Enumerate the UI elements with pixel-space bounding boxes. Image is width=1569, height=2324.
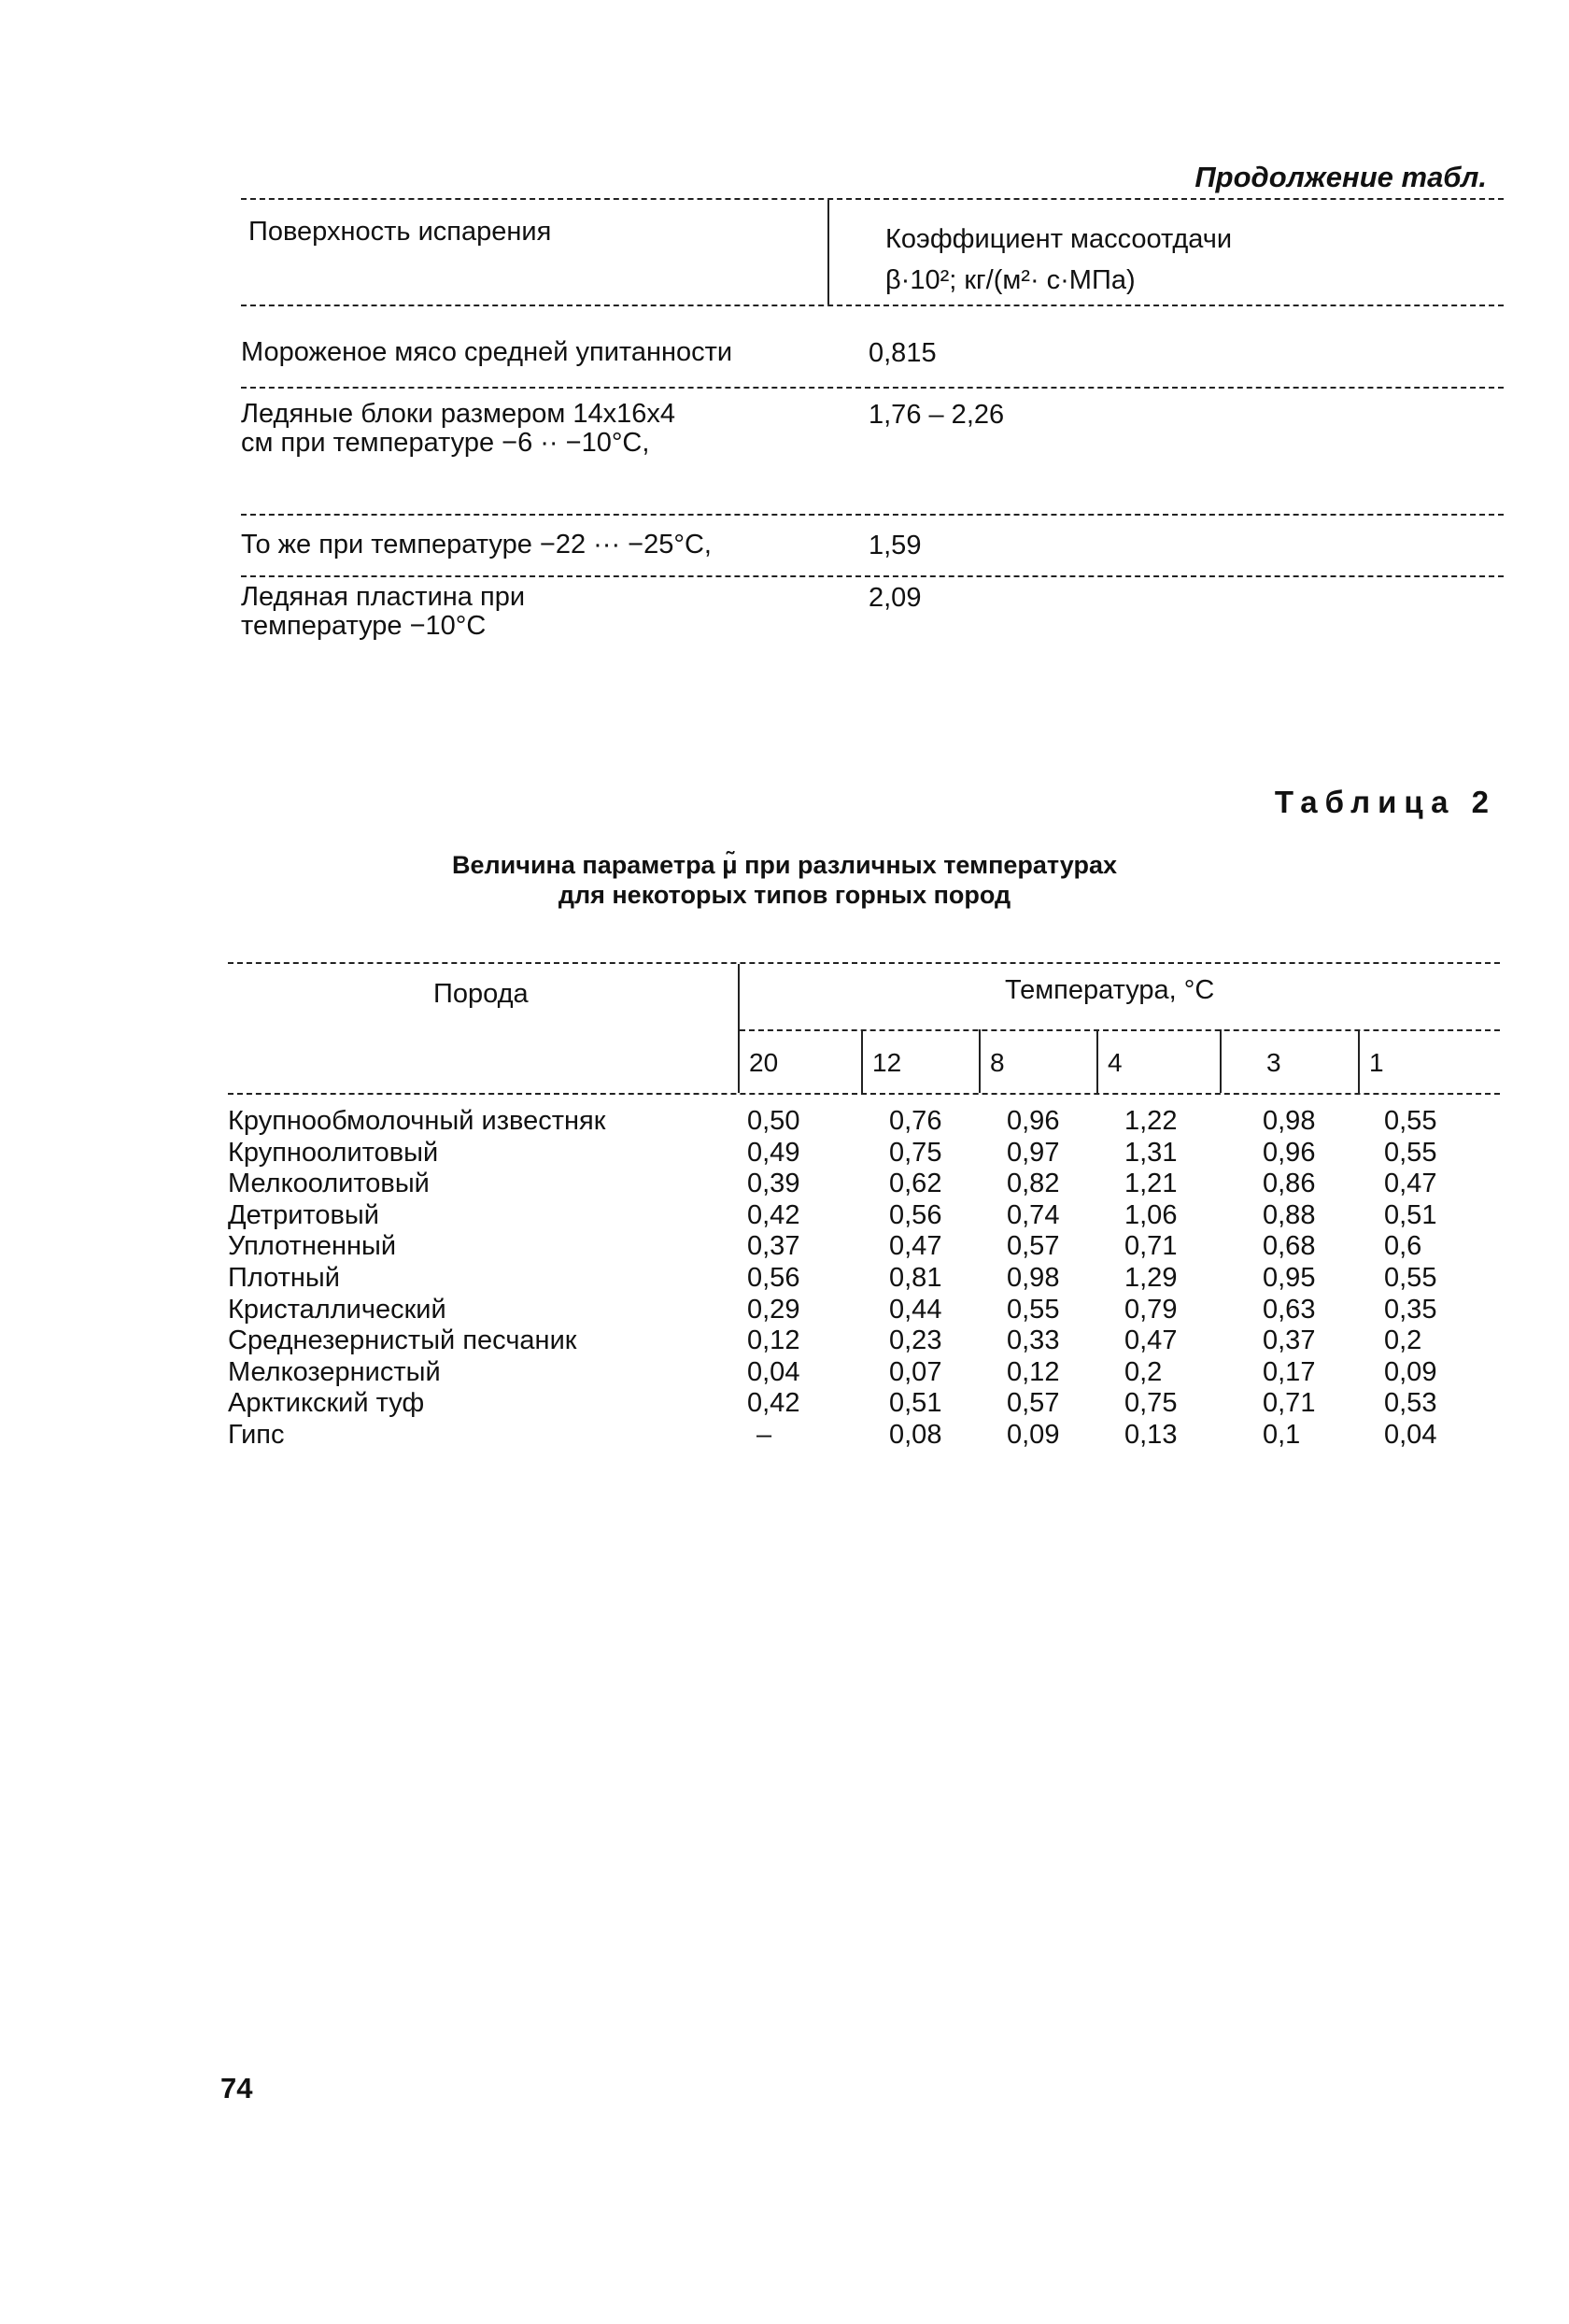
value-cell: 0,37	[747, 1231, 800, 1262]
temp-header-20: 20	[749, 1048, 779, 1077]
value-cell: 0,79	[1124, 1294, 1178, 1325]
value-cell: 0,44	[889, 1294, 942, 1325]
value-cell: 0,68	[1263, 1231, 1316, 1262]
surface-cell: Ледяная пластина при температуре −10°С	[241, 582, 526, 641]
header-coefficient-line1: Коэффициент массоотдачи	[885, 224, 1233, 254]
rock-name-cell: Мелкозернистый	[228, 1356, 441, 1387]
value-cell: 0,47	[1124, 1325, 1178, 1356]
value-cell: 0,56	[747, 1262, 800, 1293]
page-number: 74	[220, 2072, 253, 2104]
value-cell: 0,51	[889, 1388, 942, 1419]
rock-name-cell: Уплотненный	[228, 1231, 397, 1262]
value-cell: 1,76 – 2,26	[869, 400, 1005, 430]
rock-name-cell: Крупноолитовый	[228, 1137, 439, 1168]
value-cell: 0,35	[1384, 1294, 1437, 1325]
table-2-body	[228, 1095, 1500, 1452]
header-surface: Поверхность испарения	[248, 217, 552, 247]
value-cell: 0,97	[1007, 1137, 1060, 1168]
table-row	[228, 1325, 1500, 1357]
value-cell: 0,63	[1263, 1294, 1316, 1325]
surface-cell: Ледяные блоки размером 14x16x4 см при температуре −6 ·· −10°С,	[241, 399, 676, 458]
table-row	[241, 306, 1504, 389]
rock-name-cell: Среднезернистый песчаник	[228, 1325, 577, 1356]
value-cell: 0,42	[747, 1388, 800, 1419]
table-row	[228, 1169, 1500, 1200]
rock-name-cell: Кристаллический	[228, 1294, 446, 1325]
value-cell: 0,29	[747, 1294, 800, 1325]
table-row	[228, 1231, 1500, 1263]
header-rock: Порода	[433, 979, 529, 1009]
temp-header-3: 3	[1220, 1029, 1358, 1093]
rock-name-cell: Крупнообмолочный известняк	[228, 1106, 606, 1136]
value-cell: 1,29	[1124, 1262, 1178, 1293]
value-cell: 0,76	[889, 1106, 942, 1136]
value-cell: 0,12	[747, 1325, 800, 1356]
value-cell: 1,59	[869, 531, 922, 560]
value-cell: 0,75	[1124, 1388, 1178, 1419]
value-cell: 0,47	[889, 1231, 942, 1262]
table-row	[241, 577, 1504, 661]
value-cell: 0,07	[889, 1356, 942, 1387]
value-cell: 1,06	[1124, 1199, 1178, 1230]
value-cell: 0,95	[1263, 1262, 1316, 1293]
value-cell: 0,86	[1263, 1169, 1316, 1199]
header-coefficient-line2: β·10²; кг/(м²· с·МПа)	[885, 265, 1136, 295]
value-cell: 0,6	[1384, 1231, 1422, 1262]
table-2-caption	[0, 850, 1569, 910]
value-cell: 0,2	[1124, 1356, 1163, 1387]
surface-cell: То же при температуре −22 ··· −25°С,	[241, 530, 712, 560]
value-cell: 0,13	[1124, 1419, 1178, 1450]
value-cell: 0,17	[1263, 1356, 1316, 1387]
value-cell: 0,33	[1007, 1325, 1060, 1356]
table-row	[228, 1138, 1500, 1169]
header-temperature: Температура, °С	[1005, 975, 1215, 1005]
temp-header-8: 8	[979, 1029, 1096, 1093]
surface-cell: Мороженое мясо средней упитанности	[241, 337, 733, 367]
temp-header-4: 4	[1096, 1029, 1220, 1093]
value-cell: 0,98	[1007, 1262, 1060, 1293]
value-cell: 0,81	[889, 1262, 942, 1293]
value-cell: 0,09	[1007, 1419, 1060, 1450]
value-cell: 1,31	[1124, 1137, 1178, 1168]
value-cell: 2,09	[869, 583, 922, 613]
table-2-label: Таблица 2	[1274, 785, 1496, 819]
value-cell: 0,55	[1384, 1137, 1437, 1168]
value-cell: 0,51	[1384, 1199, 1437, 1230]
value-cell: 0,98	[1263, 1106, 1316, 1136]
caption-line-2: для некоторых типов горных пород	[558, 881, 1011, 909]
value-cell: 0,75	[889, 1137, 942, 1168]
table-2-header	[228, 962, 1500, 1095]
value-cell: 0,57	[1007, 1388, 1060, 1419]
table-row	[228, 1200, 1500, 1232]
value-cell: 0,12	[1007, 1356, 1060, 1387]
table-row	[228, 1295, 1500, 1326]
rock-name-cell: Детритовый	[228, 1199, 379, 1230]
value-cell: 0,09	[1384, 1356, 1437, 1387]
value-cell: 0,37	[1263, 1325, 1316, 1356]
value-cell: 0,50	[747, 1106, 800, 1136]
value-cell: 0,42	[747, 1199, 800, 1230]
header-coefficient	[885, 219, 1232, 301]
value-cell: 0,74	[1007, 1199, 1060, 1230]
value-cell: 0,53	[1384, 1388, 1437, 1419]
value-cell: 0,49	[747, 1137, 800, 1168]
continuation-label: Продолжение табл.	[1194, 161, 1487, 193]
value-cell: 0,56	[889, 1199, 942, 1230]
table-1-header	[241, 198, 1504, 306]
value-cell: 0,71	[1263, 1388, 1316, 1419]
rock-name-cell: Мелкоолитовый	[228, 1169, 430, 1199]
table-row	[228, 1263, 1500, 1295]
value-cell: 0,82	[1007, 1169, 1060, 1199]
value-cell: 0,815	[869, 338, 937, 368]
value-cell: 0,55	[1384, 1106, 1437, 1136]
table-1	[241, 198, 1504, 661]
value-cell: 0,47	[1384, 1169, 1437, 1199]
rock-name-cell: Гипс	[228, 1419, 285, 1450]
value-cell: 0,04	[1384, 1419, 1437, 1450]
value-cell: 0,39	[747, 1169, 800, 1199]
value-cell: 0,04	[747, 1356, 800, 1387]
table-row	[228, 1357, 1500, 1389]
value-cell: 0,62	[889, 1169, 942, 1199]
table-2	[228, 962, 1500, 1452]
table-row	[241, 389, 1504, 516]
rock-name-cell: Арктикский туф	[228, 1388, 425, 1419]
rock-name-cell: Плотный	[228, 1262, 340, 1293]
temp-header-1: 1	[1358, 1029, 1500, 1093]
value-cell: 0,88	[1263, 1199, 1316, 1230]
value-cell: 0,96	[1263, 1137, 1316, 1168]
value-cell: 0,71	[1124, 1231, 1178, 1262]
value-cell: 1,21	[1124, 1169, 1178, 1199]
table-row	[228, 1420, 1500, 1452]
table-row	[228, 1106, 1500, 1138]
value-cell: 0,2	[1384, 1325, 1422, 1356]
value-cell: 1,22	[1124, 1106, 1178, 1136]
column-divider	[827, 200, 829, 305]
value-cell: –	[756, 1419, 772, 1450]
value-cell: 0,96	[1007, 1106, 1060, 1136]
value-cell: 0,08	[889, 1419, 942, 1450]
table-row	[241, 516, 1504, 577]
caption-line-1: Величина параметра μ̃ при различных температурах	[452, 851, 1117, 879]
value-cell: 0,55	[1384, 1262, 1437, 1293]
table-row	[228, 1388, 1500, 1420]
temp-header-12: 12	[861, 1029, 979, 1093]
value-cell: 0,57	[1007, 1231, 1060, 1262]
value-cell: 0,1	[1263, 1419, 1301, 1450]
value-cell: 0,23	[889, 1325, 942, 1356]
value-cell: 0,55	[1007, 1294, 1060, 1325]
